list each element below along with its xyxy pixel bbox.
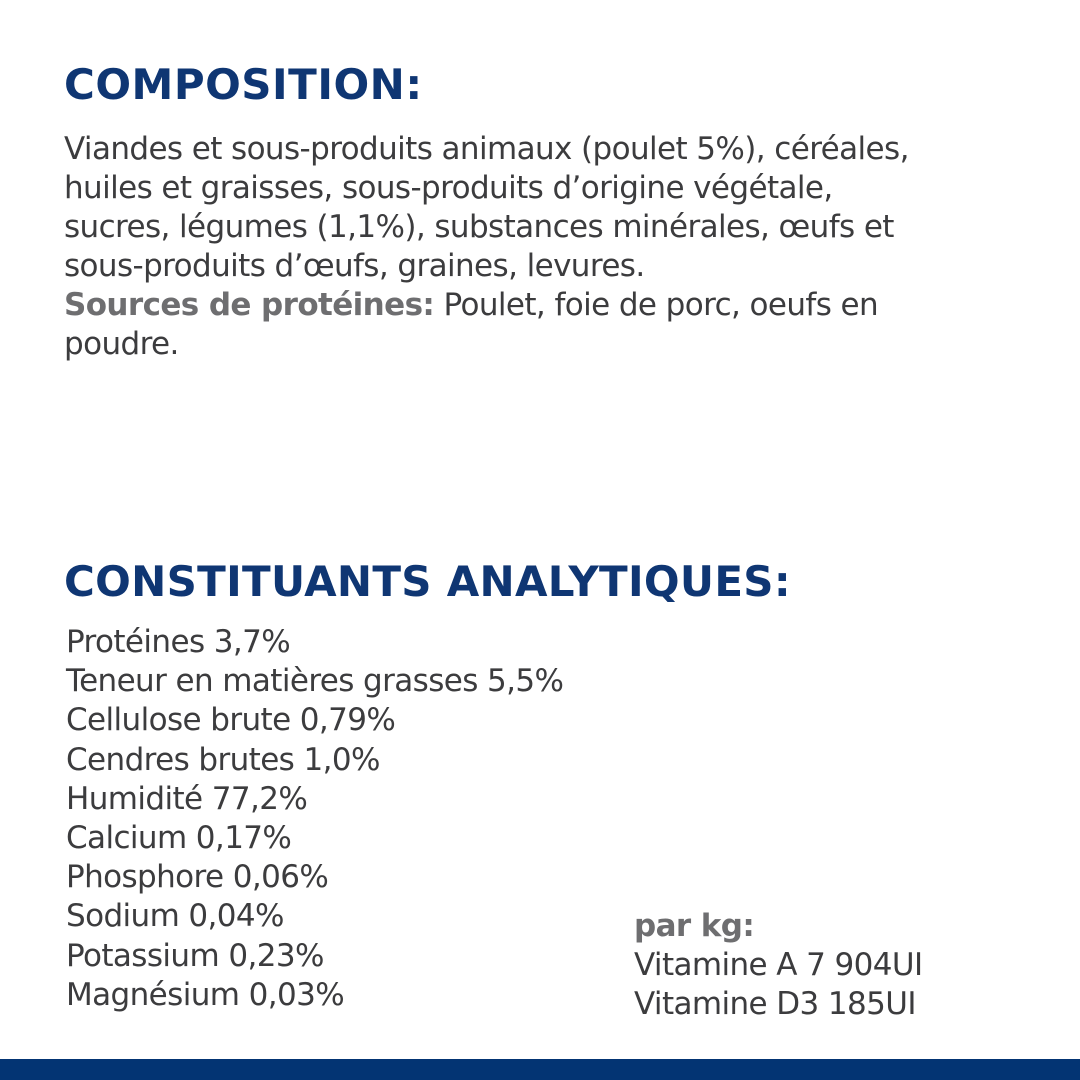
analytics-list: [66, 623, 563, 1015]
analytic-item-matieres-grasses: Teneur en matières grasses 5,5%: [66, 663, 564, 700]
analytic-item-phosphore: Phosphore 0,06%: [66, 859, 329, 896]
composition-line: Viandes et sous-produits animaux (poulet 5%), céréales,: [64, 131, 909, 167]
protein-sources-label: Sources de protéines:: [64, 287, 435, 323]
analytic-item-cellulose: Cellulose brute 0,79%: [66, 702, 396, 739]
vitamin-d3-item: Vitamine D3 185UI: [634, 986, 916, 1022]
analytics-heading: CONSTITUANTS ANALYTIQUES:: [64, 557, 791, 606]
composition-text: [64, 130, 1064, 364]
composition-line: sucres, légumes (1,1%), substances minérales, œufs et: [64, 209, 894, 245]
analytic-item-calcium: Calcium 0,17%: [66, 820, 292, 857]
composition-line: huiles et graisses, sous-produits d’origine végétale,: [64, 170, 833, 206]
analytic-item-cendres: Cendres brutes 1,0%: [66, 741, 380, 778]
protein-sources-line: [64, 286, 1064, 325]
per-kg-label: par kg:: [634, 908, 755, 944]
composition-heading: COMPOSITION:: [64, 60, 423, 109]
protein-sources-value: Poulet, foie de porc, oeufs en: [434, 287, 879, 323]
analytic-item-sodium: Sodium 0,04%: [66, 898, 284, 935]
analytic-item-proteines: Protéines 3,7%: [66, 624, 291, 660]
analytic-item-magnesium: Magnésium 0,03%: [66, 976, 345, 1013]
composition-line: sous-produits d’œufs, graines, levures.: [64, 248, 645, 284]
vitamin-a-item: Vitamine A 7 904UI: [634, 947, 923, 983]
footer-bar: [0, 1059, 1080, 1080]
protein-sources-continuation: poudre.: [64, 326, 179, 362]
analytic-item-potassium: Potassium 0,23%: [66, 937, 324, 974]
analytic-item-humidite: Humidité 77,2%: [66, 780, 308, 817]
per-kg-block: [634, 907, 923, 1024]
